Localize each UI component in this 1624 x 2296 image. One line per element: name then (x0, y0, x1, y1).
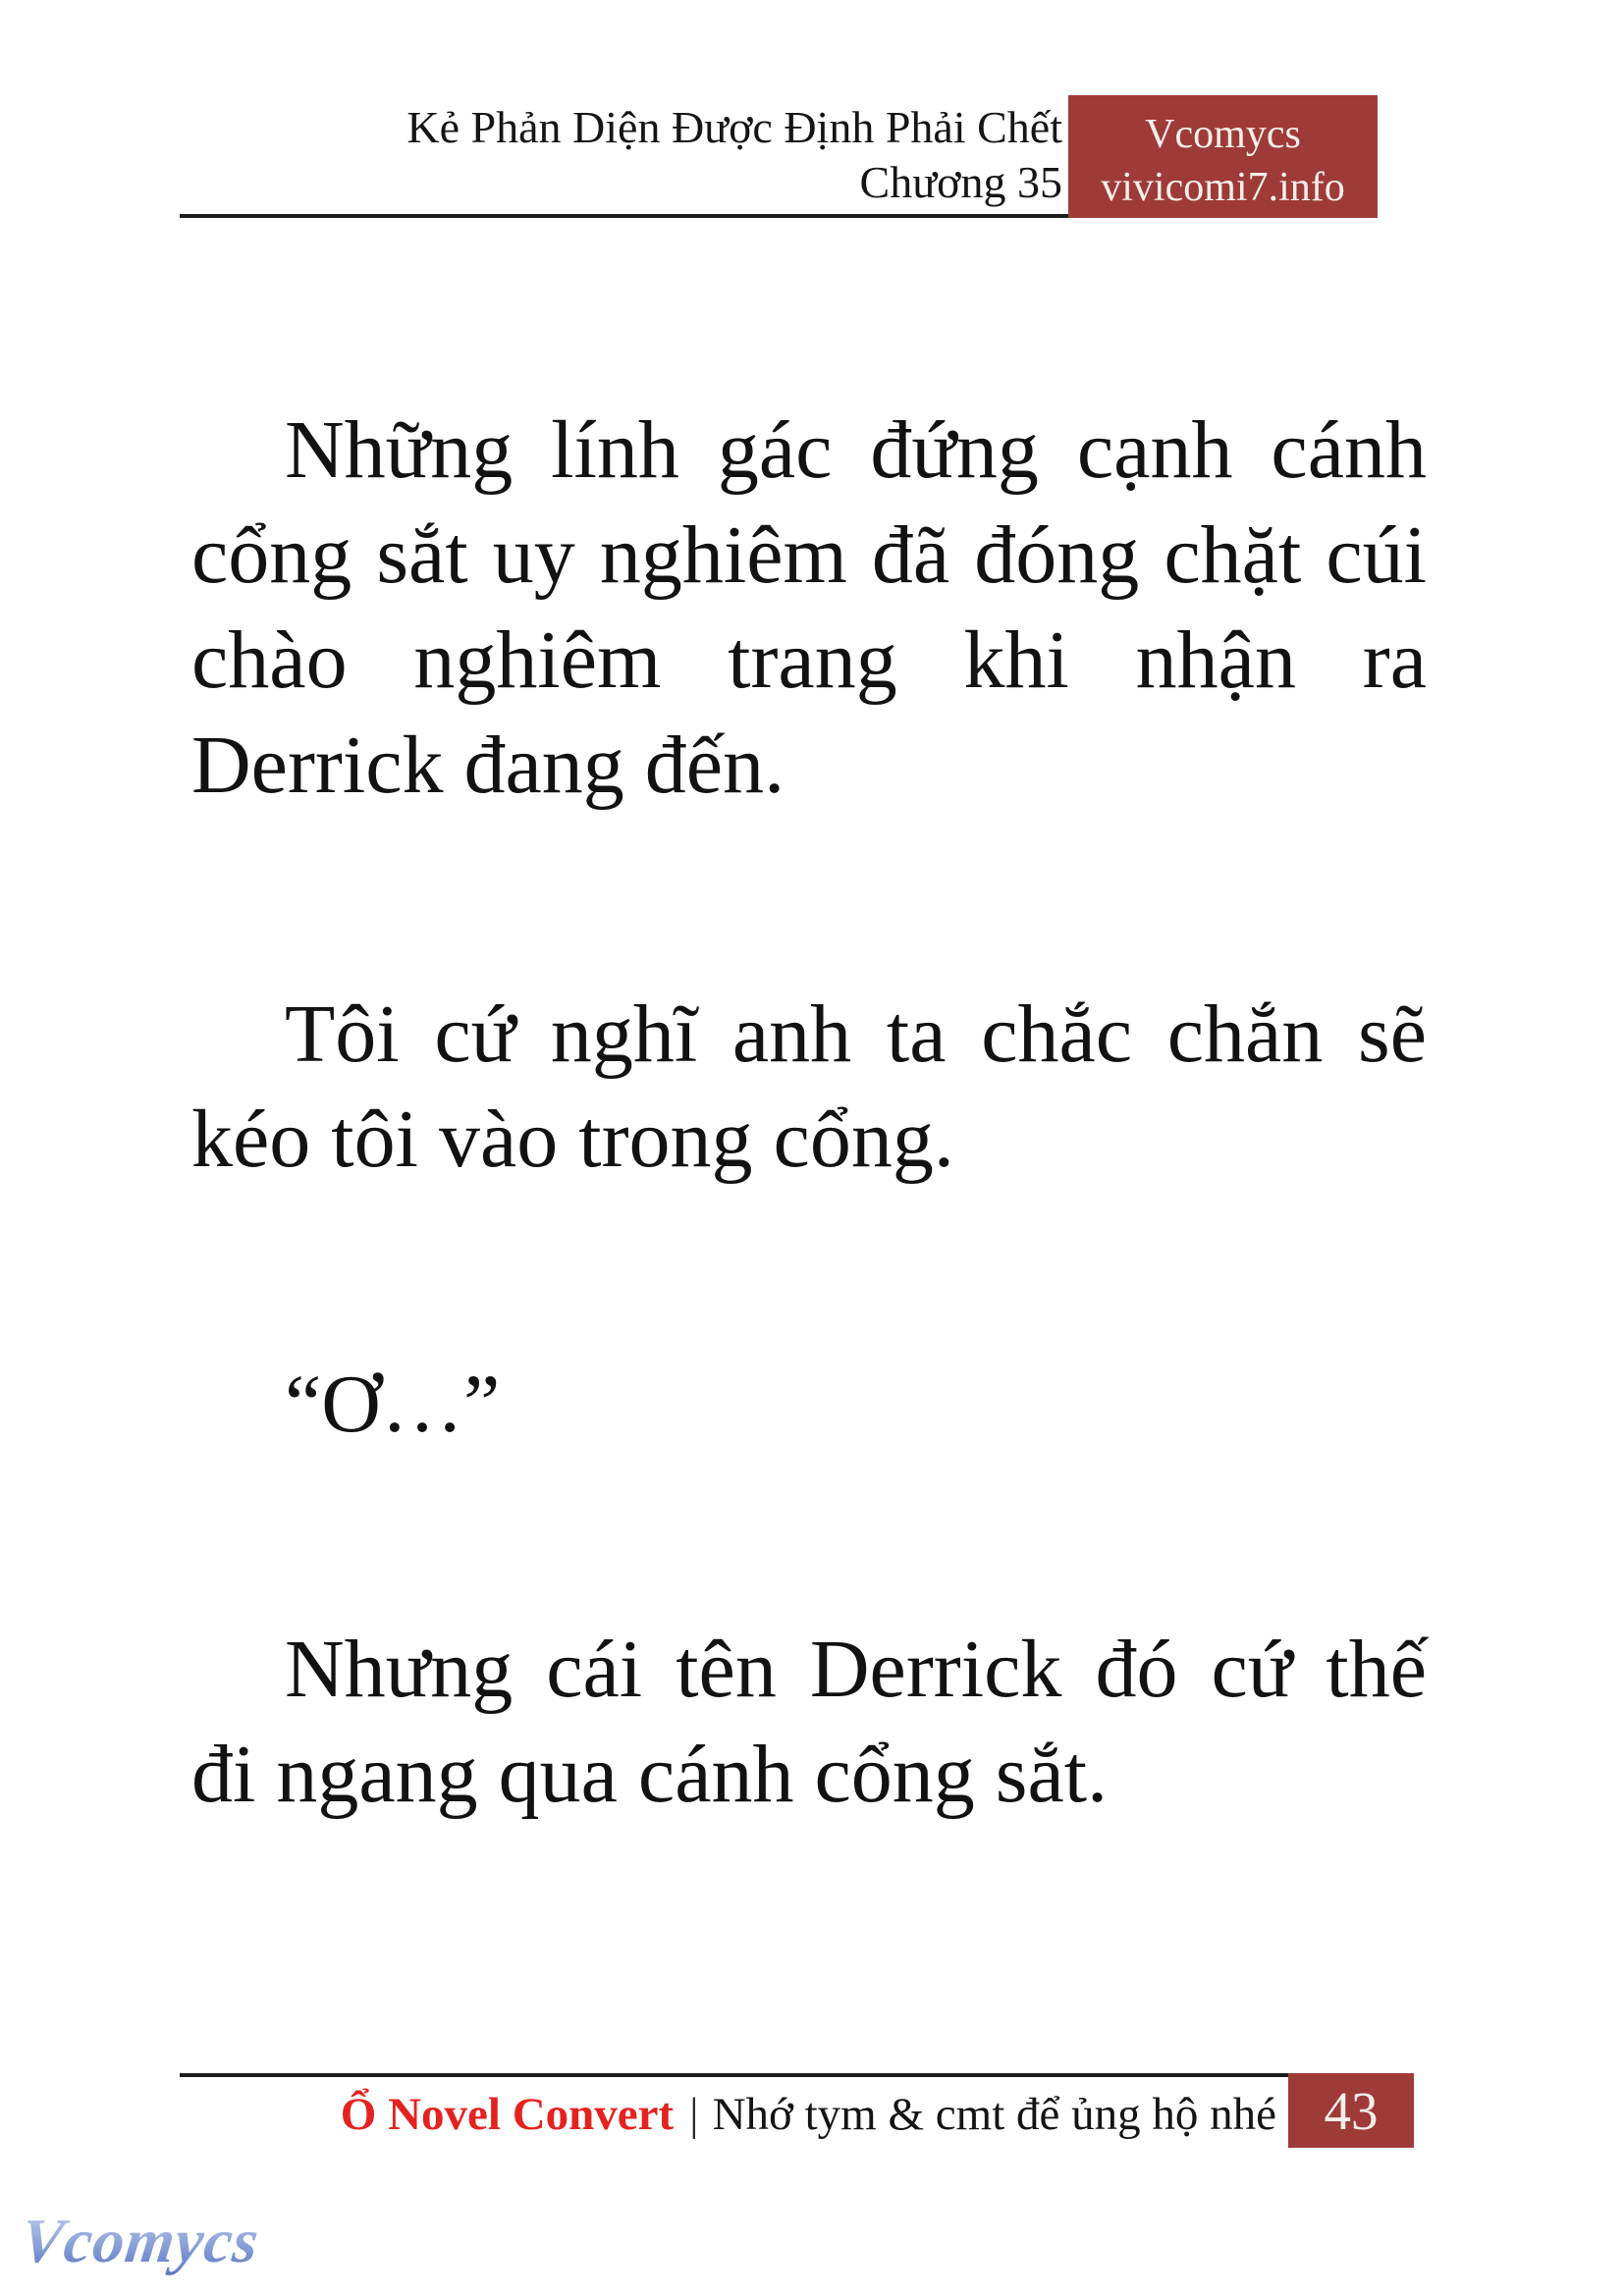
paragraph (191, 1352, 1427, 1457)
paragraph (191, 1617, 1427, 1827)
text-line: Derrick đang đến. (191, 720, 785, 811)
brand-site: vivicomi7.info (1101, 165, 1345, 210)
footer-separator: | (689, 2089, 699, 2140)
page-header (406, 100, 1062, 210)
text-line: Tôi cứ nghĩ anh ta chắc chắn sẽ (285, 988, 1427, 1080)
text-line: chào nghiêm trang khi nhận ra (191, 614, 1427, 706)
page-number: 43 (1324, 2080, 1379, 2141)
watermark-text: Vcomycs (17, 2206, 264, 2275)
text-line: “Ơ…” (285, 1359, 501, 1450)
page-number-box (1288, 2073, 1414, 2148)
text-line: đi ngang qua cánh cổng sắt. (191, 1729, 1109, 1820)
text-line: Nhưng cái tên Derrick đó cứ thế (285, 1624, 1427, 1715)
watermark-logo (17, 2205, 263, 2277)
text-line: kéo tôi vào trong cổng. (191, 1094, 954, 1185)
text-line: Những lính gác đứng cạnh cánh (285, 404, 1427, 496)
page-footer (341, 2085, 1276, 2144)
header-divider (180, 214, 1068, 218)
brand-box (1068, 95, 1378, 218)
paragraph (191, 398, 1427, 818)
footer-brand: Ổ Novel Convert (340, 2089, 675, 2140)
series-title: Kẻ Phản Diện Được Định Phải Chết (406, 102, 1062, 152)
chapter-label: Chương 35 (859, 157, 1062, 207)
text-line: cổng sắt uy nghiêm đã đóng chặt cúi (191, 509, 1427, 601)
brand-name: Vcomycs (1145, 112, 1301, 157)
footer-note: Nhớ tym & cmt để ủng hộ nhé (712, 2089, 1276, 2140)
footer-divider (180, 2073, 1288, 2077)
paragraph (191, 982, 1427, 1192)
